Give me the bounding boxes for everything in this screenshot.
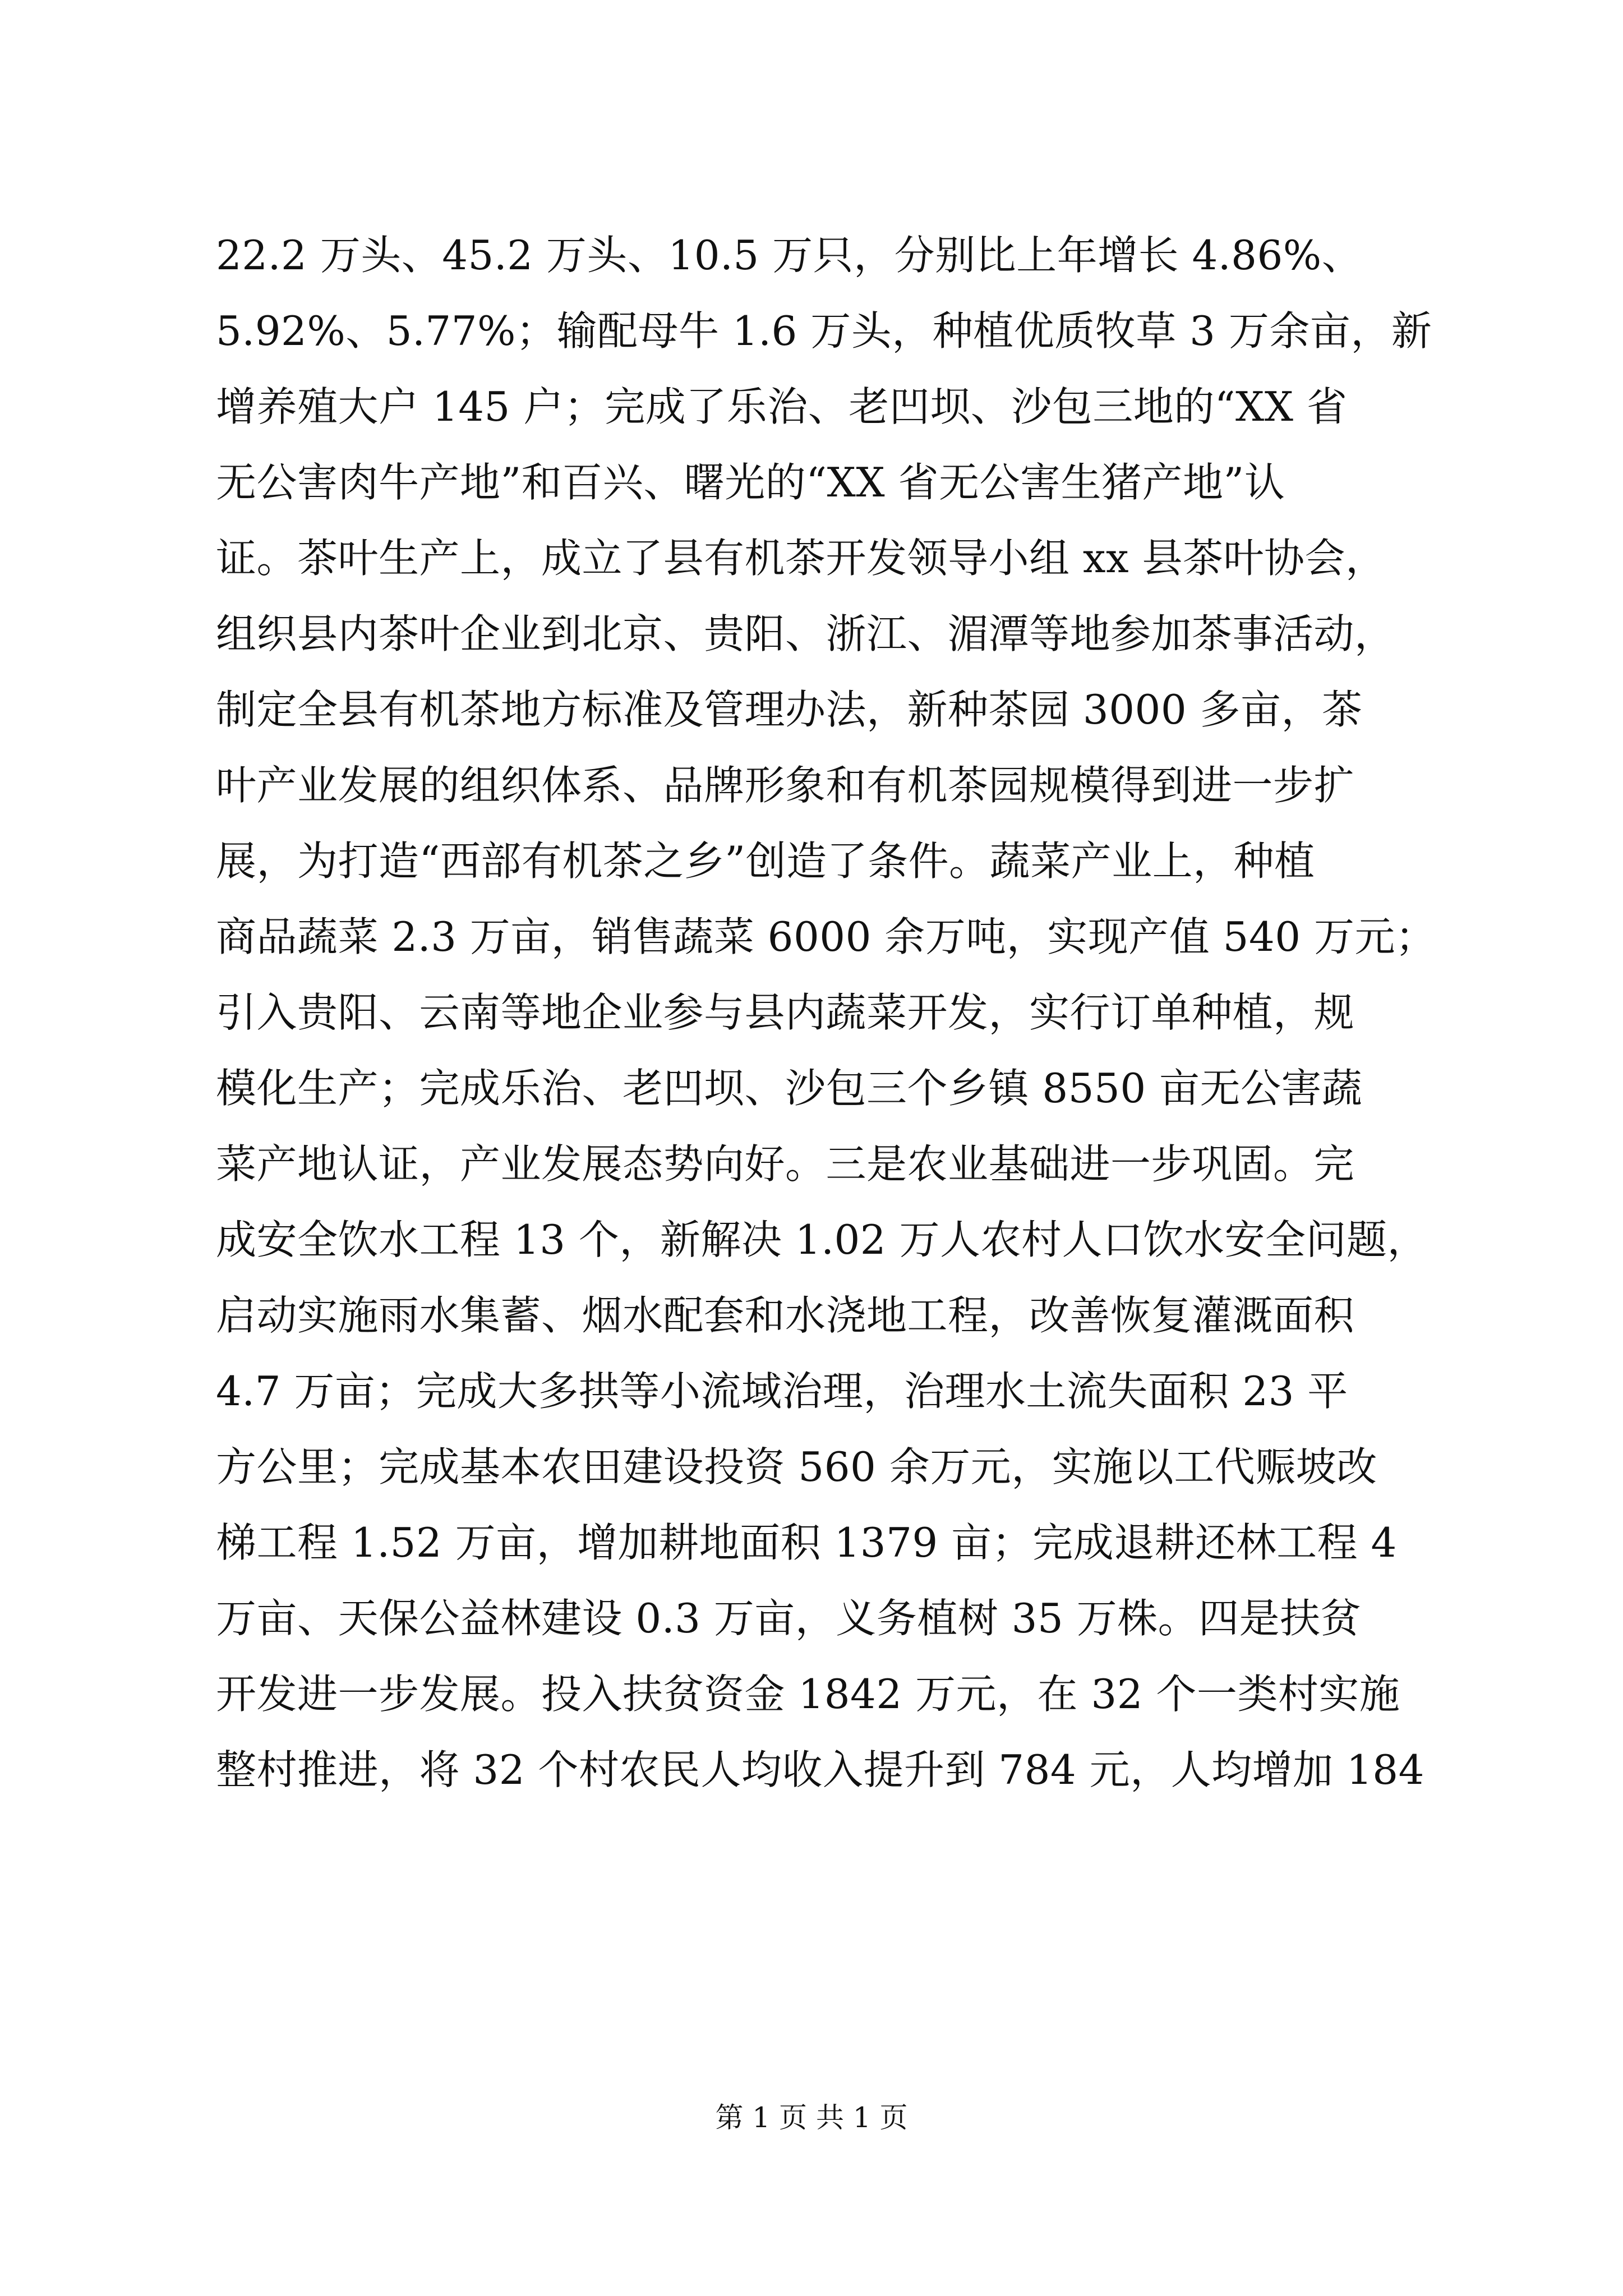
body-text [216, 218, 1436, 1808]
text-line: 5.92%、5.77%；输配母牛 1.6 万头，种植优质牧草 3 万余亩，新 [216, 307, 1432, 355]
text-line: 方公里；完成基本农田建设投资 560 余万元，实施以工代赈坡改 [216, 1443, 1377, 1490]
text-line: 制定全县有机茶地方标准及管理办法，新种茶园 3000 多亩，茶 [216, 686, 1363, 733]
text-line: 菜产地认证，产业发展态势向好。三是农业基础进一步巩固。完 [216, 1140, 1355, 1188]
text-line: 整村推进，将 32 个村农民人均收入提升到 784 元，人均增加 184 [216, 1746, 1424, 1793]
text-line: 展，为打造“西部有机茶之乡”创造了条件。蔬菜产业上，种植 [216, 838, 1315, 885]
text-line: 引入贵阳、云南等地企业参与县内蔬菜开发，实行订单种植，规 [216, 989, 1355, 1036]
text-line: 4.7 万亩；完成大多拱等小流域治理，治理水土流失面积 23 平 [216, 1368, 1348, 1415]
text-line: 成安全饮水工程 13 个，新解决 1.02 万人农村人口饮水安全问题， [216, 1216, 1428, 1263]
text-line: 开发进一步发展。投入扶贫资金 1842 万元，在 32 个一类村实施 [216, 1671, 1400, 1718]
text-line: 无公害肉牛产地”和百兴、曙光的“XX 省无公害生猪产地”认 [216, 459, 1285, 506]
text-line: 叶产业发展的组织体系、品牌形象和有机茶园规模得到进一步扩 [216, 762, 1355, 809]
text-line: 22.2 万头、45.2 万头、10.5 万只，分别比上年增长 4.86%、 [216, 232, 1363, 279]
text-line: 模化生产；完成乐治、老凹坝、沙包三个乡镇 8550 亩无公害蔬 [216, 1065, 1363, 1112]
text-line: 证。茶叶生产上，成立了县有机茶开发领导小组 xx 县茶叶协会， [216, 535, 1386, 582]
text-line: 商品蔬菜 2.3 万亩，销售蔬菜 6000 余万吨，实现产值 540 万元； [216, 913, 1436, 960]
text-line: 万亩、天保公益林建设 0.3 万亩，义务植树 35 万株。四是扶贫 [216, 1595, 1362, 1642]
text-line: 组织县内茶叶企业到北京、贵阳、浙江、湄潭等地参加茶事活动， [216, 610, 1395, 657]
text-line: 梯工程 1.52 万亩，增加耕地面积 1379 亩；完成退耕还林工程 4 [216, 1519, 1397, 1566]
text-line: 增养殖大户 145 户；完成了乐治、老凹坝、沙包三地的“XX 省 [216, 383, 1348, 430]
text-line: 启动实施雨水集蓄、烟水配套和水浇地工程，改善恢复灌溉面积 [216, 1292, 1355, 1339]
page-footer: 第 1 页 共 1 页 [715, 2101, 908, 2134]
